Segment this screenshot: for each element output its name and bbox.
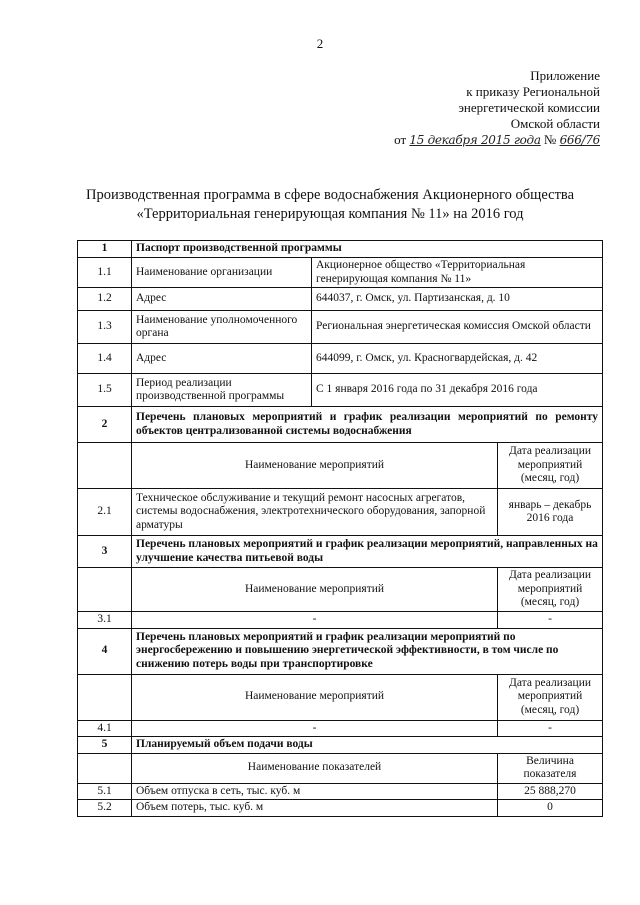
row-value: 644037, г. Омск, ул. Партизанская, д. 10 [312,288,603,311]
page-number: 2 [316,36,324,51]
row-label: Наименование уполномоченного органа [132,311,312,344]
appendix-line: к приказу Региональной [466,84,600,99]
column-header: Наименование мероприятий [132,674,498,720]
table-row [78,628,603,674]
table-row [78,241,603,258]
table-row [78,443,603,489]
activity-name: - [132,612,498,629]
document-title [60,186,600,224]
title-line: «Территориальная генерирующая компания № 11» на 2016 год [136,206,524,222]
section-title: Планируемый объем подачи воды [132,737,603,754]
appendix-line: Омской области [510,116,600,131]
table-row [78,374,603,407]
indicator-value: 0 [498,800,603,817]
row-number: 1.5 [78,374,132,407]
row-number: 5.1 [78,783,132,800]
section-title: Перечень плановых мероприятий и график реализации мероприятий по ремонту объектов централизованной системы водоснабжения [132,407,603,443]
row-value: С 1 января 2016 года по 31 декабря 2016 года [312,374,603,407]
table-row [78,753,603,783]
table-row [78,407,603,443]
appendix-line: Приложение [530,68,600,83]
table-row [78,783,603,800]
activity-name: - [132,720,498,737]
title-line: Производственная программа в сфере водоснабжения Акционерного общества [85,187,574,203]
section-title: Паспорт производственной программы [132,241,603,258]
appendix-line: энергетической комиссии [458,100,600,115]
column-header: Наименование мероприятий [132,568,498,612]
table-row [78,311,603,344]
section-title: Перечень плановых мероприятий и график реализации мероприятий по энергосбережению и повышению энергетической эффективности, в том числе по снижению потерь воды при транспортировке [132,628,603,674]
column-header: Дата реализации мероприятий (месяц, год) [498,568,603,612]
row-label: Адрес [132,344,312,374]
section-number: 5 [78,737,132,754]
section-title: Перечень плановых мероприятий и график реализации мероприятий, направленных на улучшение качества питьевой воды [132,536,603,568]
row-label: Адрес [132,288,312,311]
section-number: 2 [78,407,132,443]
column-header: Дата реализации мероприятий (месяц, год) [498,443,603,489]
row-number: 1.1 [78,258,132,288]
indicator-name: Объем отпуска в сеть, тыс. куб. м [132,783,498,800]
table-row [78,344,603,374]
row-number: 4.1 [78,720,132,737]
empty-cell [78,674,132,720]
indicator-name: Объем потерь, тыс. куб. м [132,800,498,817]
row-label: Период реализации производственной программы [132,374,312,407]
table-row [78,800,603,817]
empty-cell [78,753,132,783]
handwritten-date: 15 декабря 2015 года [409,133,541,147]
row-value: Акционерное общество «Территориальная генерирующая компания № 11» [312,258,603,288]
table-row [78,612,603,629]
column-header: Наименование показателей [132,753,498,783]
production-program-table [77,240,603,817]
table-row [78,674,603,720]
number-prefix: № [543,132,557,147]
table-row [78,489,603,536]
row-label: Наименование организации [132,258,312,288]
table-row [78,568,603,612]
row-value: Региональная энергетическая комиссия Омской области [312,311,603,344]
column-header: Наименование мероприятий [132,443,498,489]
activity-date: январь – декабрь 2016 года [498,489,603,536]
table-row [78,536,603,568]
row-number: 1.3 [78,311,132,344]
section-number: 3 [78,536,132,568]
from-prefix: от [394,132,407,147]
activity-name: Техническое обслуживание и текущий ремонт насосных агрегатов, системы водоснабжения, электротехнического оборудования, запорной арматуры [132,489,498,536]
section-number: 1 [78,241,132,258]
row-number: 1.4 [78,344,132,374]
column-header: Величина показателя [498,753,603,783]
appendix-block [458,68,600,132]
table-row [78,737,603,754]
section-number: 4 [78,628,132,674]
row-number: 5.2 [78,800,132,817]
row-number: 1.2 [78,288,132,311]
table-row [78,288,603,311]
column-header: Дата реализации мероприятий (месяц, год) [498,674,603,720]
table-row [78,720,603,737]
activity-date: - [498,612,603,629]
row-value: 644099, г. Омск, ул. Красногвардейская, д. 42 [312,344,603,374]
empty-cell [78,568,132,612]
handwritten-number: 666/76 [559,133,600,147]
order-reference [394,132,600,148]
row-number: 2.1 [78,489,132,536]
activity-date: - [498,720,603,737]
indicator-value: 25 888,270 [498,783,603,800]
row-number: 3.1 [78,612,132,629]
empty-cell [78,443,132,489]
table-row [78,258,603,288]
